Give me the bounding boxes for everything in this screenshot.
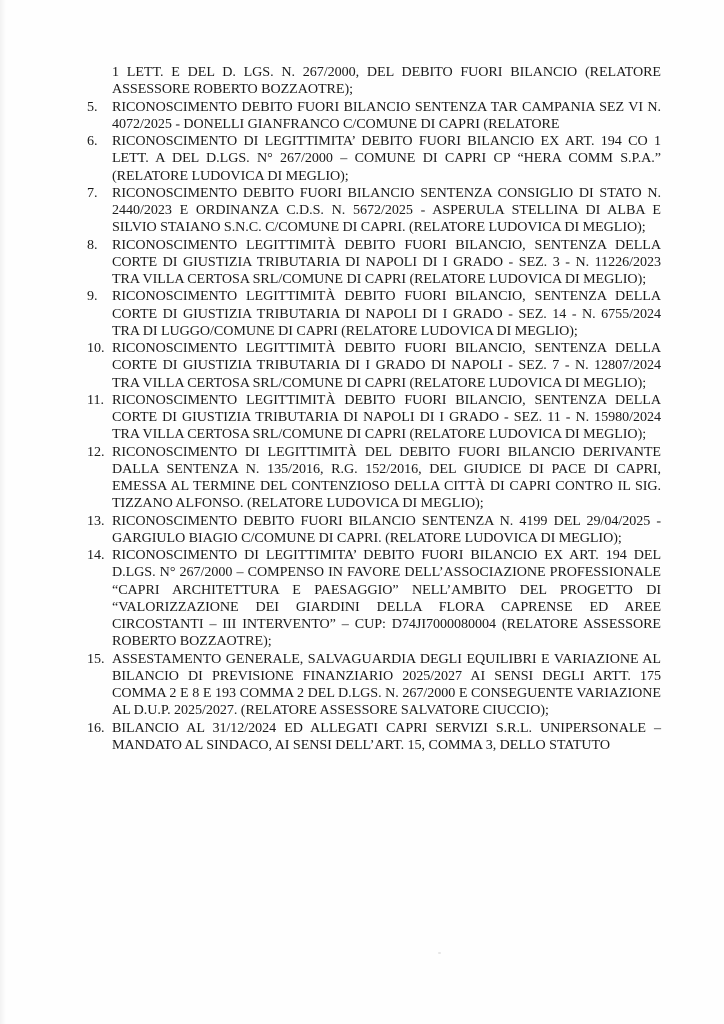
agenda-item-11 xyxy=(87,392,661,444)
item-number: 14. xyxy=(87,547,105,563)
agenda-item-9 xyxy=(87,288,661,340)
item-number: 12. xyxy=(87,443,105,460)
agenda-item-12 xyxy=(87,444,661,513)
scan-edge-shadow xyxy=(0,0,6,1024)
item-number: 13. xyxy=(87,512,105,529)
item-text: RICONOSCIMENTO LEGITTIMITÀ DEBITO FUORI BILANCIO, SENTENZA DELLA CORTE DI GIUSTIZIA TRIBUTARIA DI NAPOLI DI I GRADO - SEZ. 11 - N. 15980/2024 TRA VILLA CERTOSA SRL/COMUNE DI CAPRI (RELATORE LUDOVICA DI MEGLIO); xyxy=(112,391,661,443)
item-text: RICONOSCIMENTO DI LEGITTIMITA’ DEBITO FUORI BILANCIO EX ART. 194 CO 1 LETT. A DEL D.LGS. N° 267/2000 – COMUNE DI CAPRI CP “HERA COMM S.P.A.” (RELATORE LUDOVICA DI MEGLIO); xyxy=(112,133,661,184)
item-text: RICONOSCIMENTO DEBITO FUORI BILANCIO SENTENZA N. 4199 DEL 29/04/2025 - GARGIULO BIAGIO C/COMUNE DI CAPRI. (RELATORE LUDOVICA DI MEGLIO); xyxy=(112,512,661,546)
item-text: RICONOSCIMENTO DI LEGITTIMITA’ DEBITO FUORI BILANCIO EX ART. 194 DEL D.LGS. N° 267/2000 – COMPENSO IN FAVORE DELL’ASSOCIAZIONE PROFESSIONALE “CAPRI ARCHITETTURA E PAESAGGIO” NELL’AMBITO DEL PROGETTO DI “VALORIZZAZIONE DEI GIARDINI DELLA FLORA CAPRENSE ED AREE CIRCOSTANTI – III INTERVENTO” – CUP: D74JI7000080004 (RELATORE ASSESSORE ROBERTO BOZZAOTRE); xyxy=(112,547,661,650)
scan-speck xyxy=(438,952,441,954)
item-text: BILANCIO AL 31/12/2024 ED ALLEGATI CAPRI SERVIZI S.R.L. UNIPERSONALE – MANDATO AL SINDACO, AI SENSI DELL’ART. 15, COMMA 3, DELLO STATUTO xyxy=(112,719,661,753)
item-number: 9. xyxy=(87,288,98,305)
previous-item-continuation: 1 LETT. E DEL D. LGS. N. 267/2000, DEL DEBITO FUORI BILANCIO (RELATORE ASSESSORE ROBERTO BOZZAOTRE); xyxy=(112,64,661,98)
item-number: 10. xyxy=(87,340,105,356)
agenda-item-10 xyxy=(87,340,661,392)
item-number: 7. xyxy=(87,184,98,201)
item-text: ASSESTAMENTO GENERALE, SALVAGUARDIA DEGLI EQUILIBRI E VARIAZIONE AL BILANCIO DI PREVISIONE FINANZIARIO 2025/2027 AI SENSI DEGLI ARTT. 175 COMMA 2 E 8 E 193 COMMA 2 DEL D.LGS. N. 267/2000 E CONSEGUENTE VARIAZIONE AL D.U.P. 2025/2027. (RELATORE ASSESSORE SALVATORE CIUCCIO); xyxy=(112,650,661,719)
item-number: 15. xyxy=(87,650,105,667)
item-number: 6. xyxy=(87,133,98,149)
agenda-item-6 xyxy=(87,133,661,185)
agenda-list xyxy=(87,99,661,755)
item-text: RICONOSCIMENTO DEBITO FUORI BILANCIO SENTENZA TAR CAMPANIA SEZ VI N. 4072/2025 - DONELLI GIANFRANCO C/COMUNE DI CAPRI (RELATORE xyxy=(112,98,661,132)
item-number: 5. xyxy=(87,98,98,115)
agenda-item-5 xyxy=(87,99,661,134)
agenda-item-7 xyxy=(87,185,661,237)
item-text: RICONOSCIMENTO LEGITTIMITÀ DEBITO FUORI BILANCIO, SENTENZA DELLA CORTE DI GIUSTIZIA TRIBUTARIA DI NAPOLI DI I GRADO - SEZ. 14 - N. 6755/2024 TRA DI LUGGO/COMUNE DI CAPRI (RELATORE LUDOVICA DI MEGLIO); xyxy=(112,288,661,339)
agenda-item-13 xyxy=(87,513,661,548)
agenda-item-8 xyxy=(87,237,661,289)
agenda-item-14 xyxy=(87,547,661,651)
item-text: RICONOSCIMENTO DEBITO FUORI BILANCIO SENTENZA CONSIGLIO DI STATO N. 2440/2023 E ORDINANZA C.D.S. N. 5672/2025 - ASPERULA STELLINA DI ALBA E SILVIO STAIANO S.N.C. C/COMUNE DI CAPRI. (RELATORE LUDOVICA DI MEGLIO); xyxy=(112,184,661,236)
item-number: 16. xyxy=(87,719,105,736)
agenda-body xyxy=(87,64,661,754)
item-text: RICONOSCIMENTO DI LEGITTIMITÀ DEL DEBITO FUORI BILANCIO DERIVANTE DALLA SENTENZA N. 135/2016, R.G. 152/2016, DEL GIUDICE DI PACE DI CAPRI, EMESSA AL TERMINE DEL CONTENZIOSO DELLA CITTÀ DI CAPRI CONTRO IL SIG. TIZZANO ALFONSO. (RELATORE LUDOVICA DI MEGLIO); xyxy=(112,443,661,512)
item-number: 11. xyxy=(87,391,104,408)
item-text: RICONOSCIMENTO LEGITTIMITÀ DEBITO FUORI BILANCIO, SENTENZA DELLA CORTE DI GIUSTIZIA TRIBUTARIA DI I GRADO DI NAPOLI - SEZ. 7 - N. 12807/2024 TRA VILLA CERTOSA SRL/COMUNE DI CAPRI (RELATORE LUDOVICA DI MEGLIO); xyxy=(112,340,661,391)
agenda-item-15 xyxy=(87,651,661,720)
item-number: 8. xyxy=(87,236,98,253)
item-text: RICONOSCIMENTO LEGITTIMITÀ DEBITO FUORI BILANCIO, SENTENZA DELLA CORTE DI GIUSTIZIA TRIBUTARIA DI NAPOLI DI I GRADO - SEZ. 3 - N. 11226/2023 TRA VILLA CERTOSA SRL/COMUNE DI CAPRI (RELATORE LUDOVICA DI MEGLIO); xyxy=(112,236,661,287)
agenda-item-16 xyxy=(87,720,661,755)
